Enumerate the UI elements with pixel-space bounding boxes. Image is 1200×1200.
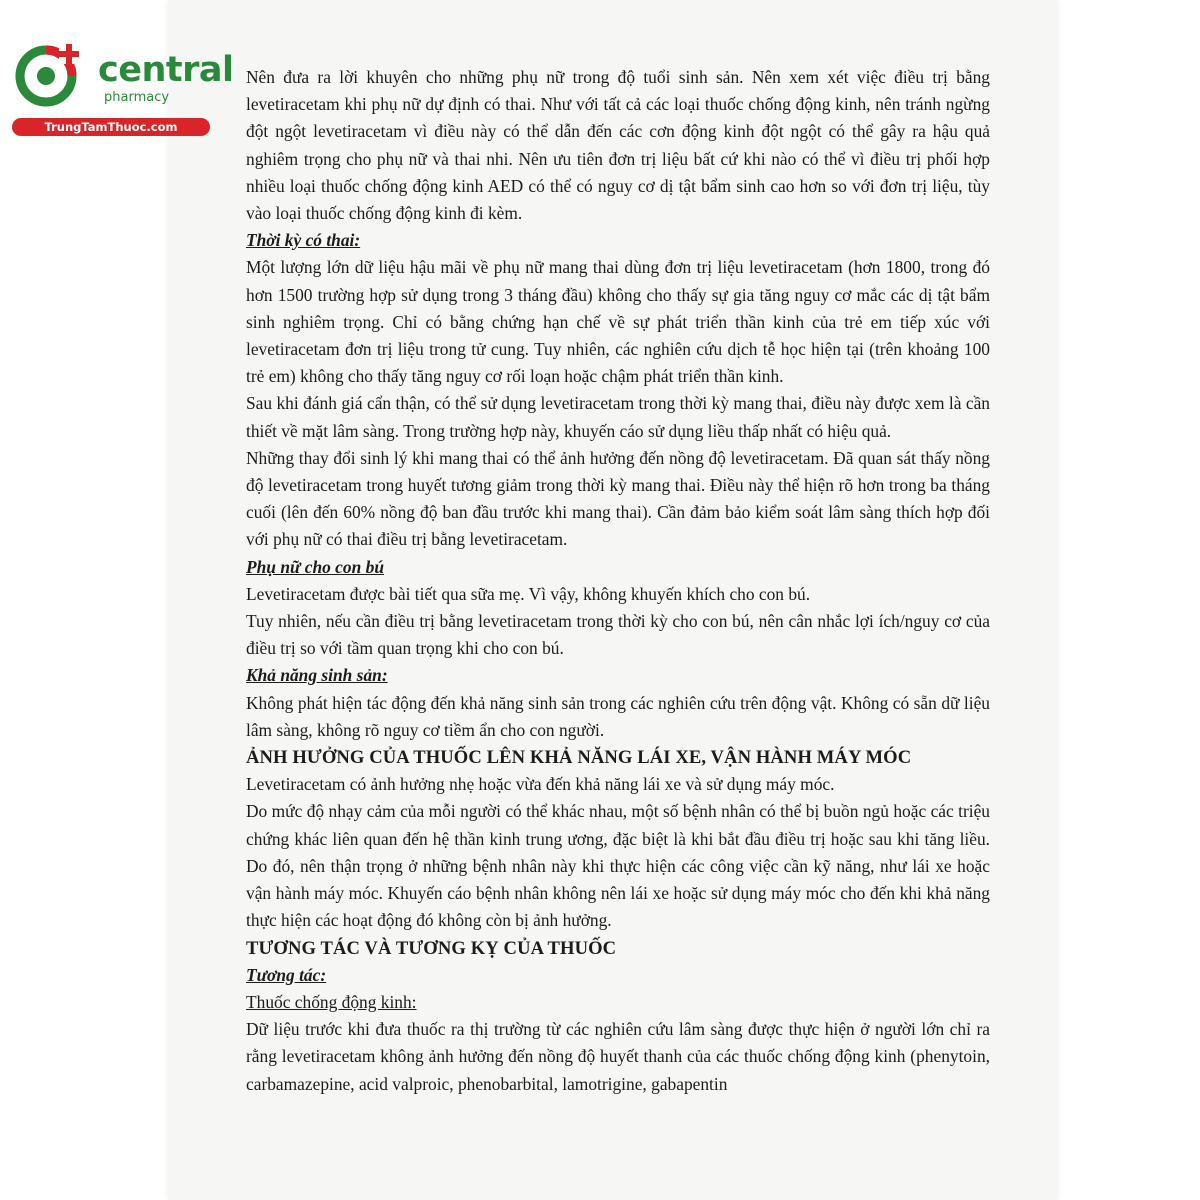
pharmacy-cross-icon: [12, 38, 92, 116]
heading-pregnancy: Thời kỳ có thai:: [246, 230, 361, 251]
heading-driving: ẢNH HƯỞNG CỦA THUỐC LÊN KHẢ NĂNG LÁI XE, VẬN HÀNH MÁY MÓC: [246, 747, 912, 769]
paragraph-driving-1: Levetiracetam có ảnh hưởng nhẹ hoặc vừa đến khả năng lái xe và sử dụng máy móc.: [246, 774, 835, 795]
logo-brand-text: central: [98, 50, 234, 90]
heading-breastfeeding: Phụ nữ cho con bú: [246, 556, 384, 577]
central-pharmacy-logo: [12, 38, 234, 138]
heading-fertility: Khả năng sinh sản:: [246, 665, 388, 686]
heading-interaction: Tương tác:: [246, 964, 327, 985]
logo-website-badge: TrungTamThuoc.com: [12, 118, 210, 136]
heading-interactions: TƯƠNG TÁC VÀ TƯƠNG KỴ CỦA THUỐC: [246, 937, 617, 959]
paragraph-advice: Nên đưa ra lời khuyên cho những phụ nữ trong độ tuổi sinh sản. Nên xem xét việc điều trị bằng levetiracetam khi phụ nữ dự định có thai. Như với tất cả các loại thuốc chống động kinh, nên tránh ngừng đột ngột levetiracetam vì điều này có thể dẫn đến các cơn động kinh đột ngột có thể gây ra hậu quả nghiêm trọng cho phụ nữ và thai nhi. Nên ưu tiên đơn trị liệu bất cứ khi nào có thể vì điều trị phối hợp nhiều loại thuốc chống động kinh AED có thể có nguy cơ dị tật bẩm sinh cao hơn so với đơn trị liệu, tùy vào loại thuốc chống động kinh đi kèm.: [246, 67, 990, 224]
paragraph-fertility: Không phát hiện tác động đến khả năng sinh sản trong các nghiên cứu trên động vật. Không có sẵn dữ liệu lâm sàng, không rõ nguy cơ tiềm ẩn cho con người.: [246, 692, 990, 740]
paragraph-driving-2: Do mức độ nhạy cảm của mỗi người có thể khác nhau, một số bệnh nhân có thể bị buồn ngủ hoặc các triệu chứng khác liên quan đến hệ thần kinh trung ương, đặc biệt là khi bắt đầu điều trị hoặc sau khi tăng liều. Do đó, nên thận trọng ở những bệnh nhân này khi thực hiện các công việc cần kỹ năng, như lái xe hoặc vận hành máy móc. Khuyến cáo bệnh nhân không nên lái xe hoặc sử dụng máy móc cho đến khi khả năng thực hiện các hoạt động đó không còn bị ảnh hưởng.: [246, 801, 990, 931]
document-body: [246, 64, 990, 1098]
logo-sub-text: pharmacy: [104, 90, 170, 105]
heading-antiepileptic-drugs: Thuốc chống động kinh:: [246, 991, 417, 1012]
paragraph-breastfeeding-1: Levetiracetam được bài tiết qua sữa mẹ. Vì vậy, không khuyến khích cho con bú.: [246, 583, 811, 604]
paragraph-breastfeeding-2: Tuy nhiên, nếu cần điều trị bằng levetiracetam trong thời kỳ cho con bú, nên cân nhắc lợi ích/nguy cơ của điều trị so với tầm quan trọng khi cho con bú.: [246, 611, 990, 659]
paragraph-pregnancy-use: Sau khi đánh giá cẩn thận, có thể sử dụng levetiracetam trong thời kỳ mang thai, điều này được xem là cần thiết về mặt lâm sàng. Trong trường hợp này, khuyến cáo sử dụng liều thấp nhất có hiệu quả.: [246, 393, 990, 441]
paragraph-pregnancy-data: Một lượng lớn dữ liệu hậu mãi về phụ nữ mang thai dùng đơn trị liệu levetiracetam (hơn 1800, trong đó hơn 1500 trường hợp sử dụng trong 3 tháng đầu) không cho thấy sự gia tăng nguy cơ mắc các dị tật bẩm sinh nghiêm trọng. Chỉ có bằng chứng hạn chế về sự phát triển thần kinh của trẻ em tiếp xúc với levetiracetam đơn trị liệu trong tử cung. Tuy nhiên, các nghiên cứu dịch tễ học hiện tại (trên khoảng 100 trẻ em) không cho thấy tăng nguy cơ rối loạn hoặc chậm phát triển thần kinh.: [246, 257, 990, 387]
paragraph-physiological-changes: Những thay đổi sinh lý khi mang thai có thể ảnh hưởng đến nồng độ levetiracetam. Đã quan sát thấy nồng độ levetiracetam trong huyết tương giảm trong thời kỳ mang thai. Điều này thể hiện rõ hơn trong ba tháng cuối (lên đến 60% nồng độ ban đầu trước khi mang thai). Cần đảm bảo kiểm soát lâm sàng thích hợp đối với phụ nữ có thai điều trị bằng levetiracetam.: [246, 447, 990, 550]
paragraph-antiepileptic-data: Dữ liệu trước khi đưa thuốc ra thị trường từ các nghiên cứu lâm sàng được thực hiện ở người lớn chỉ ra rằng levetiracetam không ảnh hưởng đến nồng độ huyết thanh của các thuốc chống động kinh (phenytoin, carbamazepine, acid valproic, phenobarbital, lamotrigine, gabapentin: [246, 1019, 990, 1094]
